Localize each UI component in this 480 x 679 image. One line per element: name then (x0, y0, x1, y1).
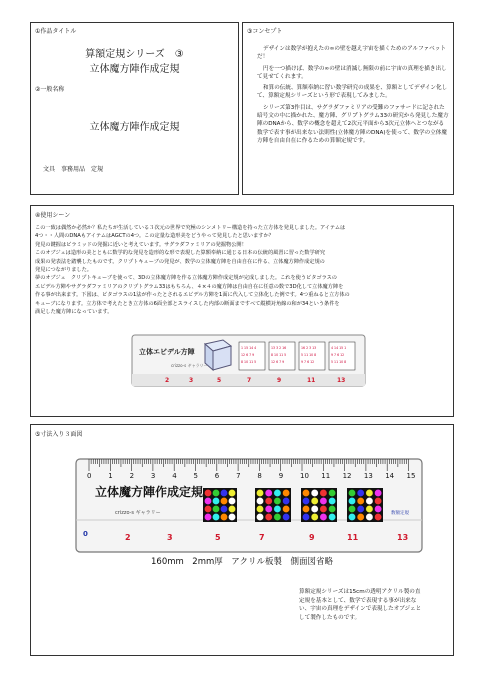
magic-ball (212, 497, 219, 504)
svg-text:4 14 15 1: 4 14 15 1 (331, 346, 347, 350)
magic-ball (265, 505, 272, 512)
usage-ruler-num: 9 (277, 377, 282, 384)
svg-text:16 2 3 13: 16 2 3 13 (301, 346, 317, 350)
magic-ball (302, 505, 309, 512)
magic-ball (366, 489, 373, 496)
ruler-tick-label: 10 (300, 472, 309, 480)
main-ruler-num: 5 (215, 533, 221, 542)
svg-text:8 10 11 5: 8 10 11 5 (241, 360, 257, 364)
magic-ball (329, 497, 336, 504)
magic-ball (302, 497, 309, 504)
main-ruler-title: 立体魔方陣作成定規 (95, 485, 204, 499)
general-name-label: ②一般名称 (35, 86, 65, 93)
usage-ruler-title: 立体エビデル方陣 (139, 348, 195, 356)
magic-ball (329, 513, 336, 520)
ruler-small-label: 数額定規 (391, 511, 409, 516)
magic-ball (265, 497, 272, 504)
magic-ball (357, 513, 364, 520)
magic-ball (283, 489, 290, 496)
usage-ruler-brand: crizzo-s ギャラリー (171, 363, 208, 368)
main-ruler-num: 7 (259, 533, 265, 542)
magic-ball (228, 497, 235, 504)
title-line-2: 立体魔方陣作成定規 (89, 64, 180, 75)
ruler-tick-label: 13 (363, 472, 373, 480)
magic-ball (256, 489, 263, 496)
usage-line: 夢のオブジェ クリプトキューブを使って、3Dの立体魔方陣を作る立体魔方陣作成定規が完成しました。これを使うピタゴラスの (35, 275, 337, 282)
series-note: 算額定規シリーズは15cmの透明アクリル製の直定規を基本として、数学で表現する事が出来ない、宇宙の真理をデザインで表現したオブジェとして製作したものです。 (299, 589, 422, 621)
usage-line: 発見につながりました。 (35, 267, 92, 274)
magic-ball (375, 497, 382, 504)
section-concept-box (242, 22, 454, 195)
magic-ball (311, 489, 318, 496)
main-ruler-image (75, 458, 423, 553)
magic-ball (256, 505, 263, 512)
magic-ball (274, 513, 281, 520)
usage-line: 4つ・・人間のDNAもアイテムはAGCTの4つ。この定量な造形美をどうやって発見したと思いますか？ (35, 233, 274, 240)
usage-ruler-num: 7 (247, 377, 252, 384)
ruler-tick-label: 8 (257, 472, 262, 480)
main-ruler-num: 9 (309, 533, 315, 542)
magic-ball (283, 497, 290, 504)
magic-ball (357, 497, 364, 504)
main-ruler-num: 3 (167, 533, 173, 542)
ruler-zero: 0 (83, 530, 88, 538)
svg-text:9 7 6 12: 9 7 6 12 (331, 353, 345, 357)
magic-ball (204, 497, 211, 504)
magic-ball (220, 505, 227, 512)
usage-ruler-num: 13 (337, 377, 346, 384)
magic-ball (274, 497, 281, 504)
ruler-tick-label: 0 (87, 472, 92, 480)
magic-ball (311, 497, 318, 504)
svg-text:9 7 6 12: 9 7 6 12 (301, 360, 315, 364)
magic-ball (220, 497, 227, 504)
section-drawing-box (30, 424, 454, 656)
magic-ball (348, 505, 355, 512)
usage-line: 作る事が出来ます。下図は、ピタゴラスの1法が作ったとされるエビデル方陣を1面に代入して立体化した例です。4つ重ねると立方体の (35, 292, 350, 299)
svg-text:5 11 10 8: 5 11 10 8 (331, 360, 347, 364)
ruler-tick-label: 2 (129, 472, 135, 480)
magic-ball (204, 489, 211, 496)
ruler-tick-label: 12 (342, 472, 352, 480)
magic-ball (311, 505, 318, 512)
magic-ball (274, 489, 281, 496)
magic-ball (265, 489, 272, 496)
usage-text (35, 224, 453, 316)
usage-ruler-num: 5 (217, 377, 222, 384)
magic-ball (283, 513, 290, 520)
magic-ball (311, 513, 318, 520)
magic-ball (320, 489, 327, 496)
svg-text:13 3 2 16: 13 3 2 16 (271, 346, 287, 350)
section-usage-box (30, 205, 454, 417)
magic-ball (320, 513, 327, 520)
ruler-tick-label: 1 (108, 472, 113, 480)
magic-ball (220, 513, 227, 520)
ruler-tick-label: 11 (321, 472, 331, 480)
usage-line: この一致は偶然か必然か？私たちが生活している３次元の世界で究極のシンメトリー構造を持った立方体を発見しました。アイテムは (35, 225, 346, 231)
magic-ball (283, 505, 290, 512)
concept-label: ③コンセプト (247, 28, 283, 35)
concept-para-1: デザインは数学が抱えたの∞の壁を越え宇宙を描くためのアルファベットだ！ (257, 46, 446, 61)
usage-ruler-num: 3 (189, 377, 194, 384)
usage-line: このオブジェは造形の美とともに数学的な発見を造形的な形で表現した算額奉納に通じる日本の伝統的風習に習った数学研究 (35, 250, 326, 257)
main-ruler-num: 13 (397, 533, 409, 542)
magic-ball (348, 497, 355, 504)
svg-text:8 10 11 5: 8 10 11 5 (271, 353, 287, 357)
magic-ball (212, 505, 219, 512)
usage-label: ④使用シーン (35, 212, 71, 219)
ruler-tick-label: 14 (385, 472, 395, 480)
magic-ball (212, 489, 219, 496)
svg-text:5 11 10 8: 5 11 10 8 (301, 353, 317, 357)
magic-ball (329, 505, 336, 512)
magic-ball (204, 505, 211, 512)
usage-ruler-num: 11 (307, 377, 316, 384)
magic-ball (366, 513, 373, 520)
magic-ball (220, 489, 227, 496)
magic-ball (274, 505, 281, 512)
ruler-tick-label: 3 (150, 472, 156, 480)
main-ruler-num: 11 (347, 533, 359, 542)
section-title-box (30, 22, 239, 195)
usage-ruler-num: 2 (165, 377, 170, 384)
main-ruler-brand: crizzo-s ギャラリー (115, 510, 161, 516)
magic-ball (265, 513, 272, 520)
magic-ball (357, 505, 364, 512)
magic-ball (256, 513, 263, 520)
category-text: 文具 事務用品 定規 (43, 166, 104, 173)
drawing-label: ⑤寸法入り３面図 (35, 431, 83, 438)
main-ruler-num: 2 (125, 533, 131, 542)
magic-ball (212, 513, 219, 520)
concept-para-4: シリーズ第3作目は、サグラダファミリアの受難のファサードに記された暗号文の中に描かれた、魔方陣、グリプトグラム33の研究から発見した魔方陣のDNAから、数学の概念を超えて2次元平面から3次元立体へとつながる数学で表す事が出来ない法則性(立体魔方陣のDNA)を使って、数学の立体魔方陣を自由自在に作るための算額定規です。 (257, 104, 449, 144)
magic-ball (228, 489, 235, 496)
ruler-tick-label: 6 (214, 472, 220, 480)
magic-ball (302, 513, 309, 520)
magic-ball (375, 505, 382, 512)
magic-ball (228, 505, 235, 512)
usage-line: 成果の発表法を踏襲したものです。クリプトキューブの発見が、数学の立体魔方陣を自由自在に作る、立体魔方陣作成定規の (35, 258, 325, 265)
magic-ball (320, 505, 327, 512)
magic-ball (375, 513, 382, 520)
magic-ball (357, 489, 364, 496)
svg-text:12 6 7 9: 12 6 7 9 (271, 360, 285, 364)
spec-text: 160mm 2mm厚 アクリル板製 側面図省略 (151, 557, 333, 567)
title-label: ①作品タイトル (35, 28, 77, 35)
ruler-tick-label: 5 (193, 472, 198, 480)
magic-ball (366, 505, 373, 512)
magic-ball (329, 489, 336, 496)
svg-text:1 15 14 4: 1 15 14 4 (241, 346, 257, 350)
ruler-tick-label: 15 (406, 472, 416, 480)
general-name: 立体魔方陣作成定規 (89, 122, 180, 133)
svg-text:12 6 7 9: 12 6 7 9 (241, 353, 255, 357)
ruler-tick-label: 7 (236, 472, 241, 480)
usage-line: 満足した魔方陣になっています。 (35, 309, 113, 316)
magic-ball (366, 497, 373, 504)
magic-ball (256, 497, 263, 504)
magic-ball (302, 489, 309, 496)
magic-ball (228, 513, 235, 520)
concept-para-3: 和算の伝統、算額奉納に習い数学研究の成果を、算額としてデザイン化して、算額定規シリーズという形で表現してみました。 (257, 85, 448, 100)
usage-line: エビデル方陣やサグラダファミリアのクリプトグラム33はもちろん、４×４の魔方陣は自由自在に任意の数で3D化して立体魔方陣を (35, 283, 344, 290)
concept-para-2: 円を一つ描けば、数学の∞の壁は消滅し無限の前に宇宙の真理を描き出して見せてくれます。 (257, 65, 447, 80)
magic-ball (320, 497, 327, 504)
title-line-1: 算額定規シリーズ ③ (85, 49, 184, 60)
ruler-tick-label: 4 (172, 472, 177, 480)
usage-ruler-image (131, 334, 366, 387)
magic-ball (204, 513, 211, 520)
cube-icon (205, 340, 231, 370)
magic-ball (375, 489, 382, 496)
magic-ball (348, 513, 355, 520)
magic-ball (348, 489, 355, 496)
usage-line: 発見の鍵握はピラミッドの発掘に近いと考えています。サグラダファミリアの発掘物公開！ (35, 241, 247, 248)
ruler-tick-label: 9 (278, 472, 284, 480)
usage-line: キューブになります。立方体で考えたとき立方体の6面全部とスライスした内部の断面まですべて縦横対角線の和が34という条件を (35, 300, 340, 307)
